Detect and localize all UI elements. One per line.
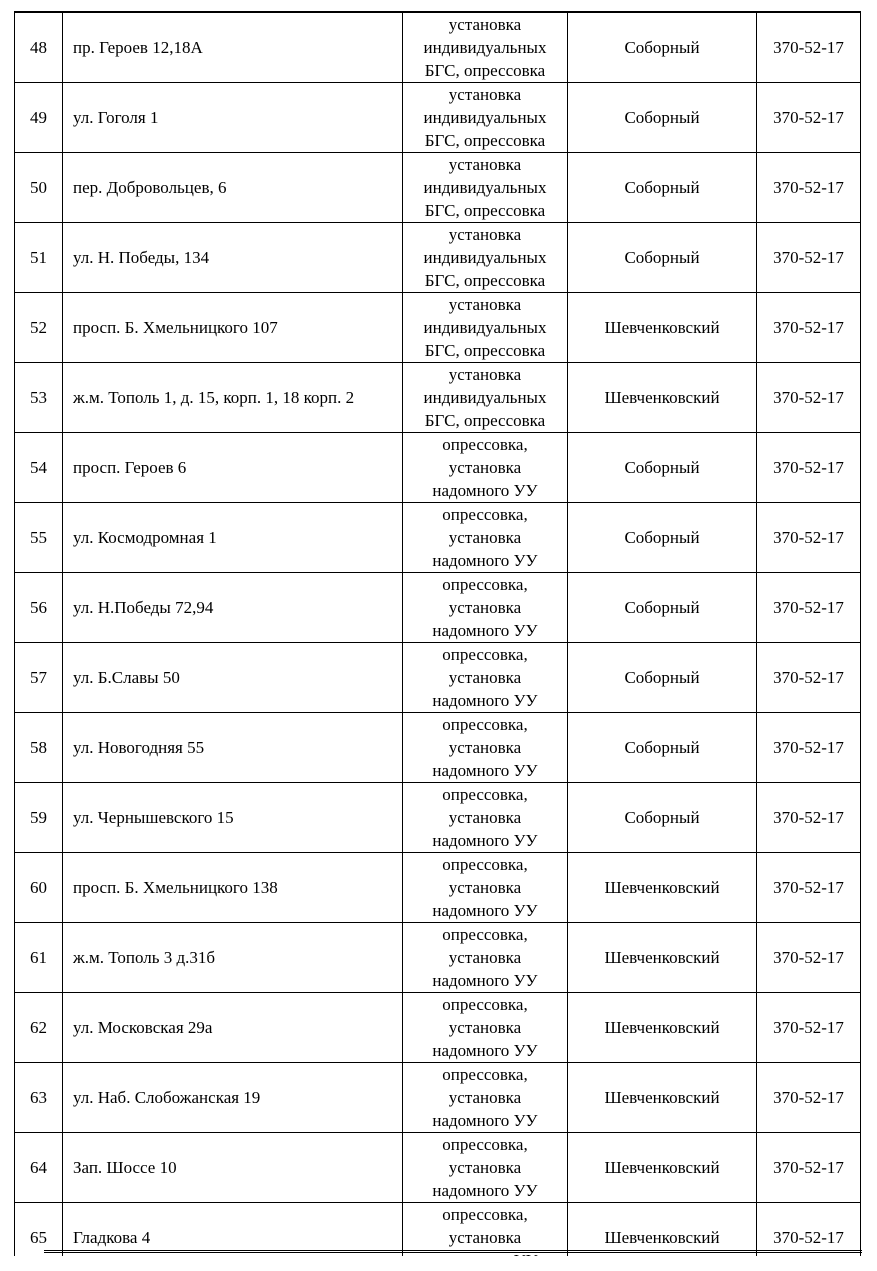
row-number: 63 <box>15 1063 63 1133</box>
address-cell: просп. Б. Хмельницкого 138 <box>63 853 403 923</box>
table-row <box>15 573 861 643</box>
work-type-cell <box>403 1133 568 1203</box>
address-cell: ж.м. Тополь 3 д.31б <box>63 923 403 993</box>
address-cell: пр. Героев 12,18А <box>63 12 403 83</box>
works-table-body <box>15 12 861 1271</box>
work-type-line: опрессовка, <box>442 1205 528 1224</box>
work-type-line: установка <box>448 85 522 104</box>
row-number: 65 <box>15 1203 63 1271</box>
work-type-line: надомного УУ <box>432 1041 538 1060</box>
phone-cell: 370-52-17 <box>757 643 861 713</box>
address-cell: Гладкова 4 <box>63 1203 403 1271</box>
table-row <box>15 1133 861 1203</box>
phone-cell: 370-52-17 <box>757 573 861 643</box>
table-row <box>15 293 861 363</box>
work-type-line: надомного УУ <box>432 1111 538 1130</box>
address-cell: Зап. Шоссе 10 <box>63 1133 403 1203</box>
works-table <box>14 11 861 1271</box>
work-type-line: БГС, опрессовка <box>424 341 546 360</box>
work-type-cell <box>403 573 568 643</box>
table-row <box>15 223 861 293</box>
table-row <box>15 12 861 83</box>
row-number: 64 <box>15 1133 63 1203</box>
row-number: 51 <box>15 223 63 293</box>
work-type-line: установка <box>448 458 522 477</box>
phone-cell: 370-52-17 <box>757 363 861 433</box>
table-row <box>15 993 861 1063</box>
work-type-line: опрессовка, <box>442 925 528 944</box>
work-type-line: установка <box>448 738 522 757</box>
work-type-line: надомного УУ <box>432 831 538 850</box>
district-cell: Шевченковский <box>568 363 757 433</box>
address-cell: просп. Героев 6 <box>63 433 403 503</box>
work-type-line: индивидуальных <box>423 108 547 127</box>
district-cell: Соборный <box>568 573 757 643</box>
district-cell: Соборный <box>568 643 757 713</box>
work-type-line: установка <box>448 808 522 827</box>
district-cell: Соборный <box>568 223 757 293</box>
phone-cell: 370-52-17 <box>757 1063 861 1133</box>
work-type-line: БГС, опрессовка <box>424 411 546 430</box>
table-row <box>15 713 861 783</box>
district-cell: Шевченковский <box>568 1203 757 1271</box>
phone-cell: 370-52-17 <box>757 783 861 853</box>
address-cell: ул. Н.Победы 72,94 <box>63 573 403 643</box>
work-type-cell <box>403 433 568 503</box>
phone-cell: 370-52-17 <box>757 853 861 923</box>
work-type-line: опрессовка, <box>442 1135 528 1154</box>
work-type-line: надомного УУ <box>432 481 538 500</box>
work-type-line: индивидуальных <box>423 38 547 57</box>
district-cell: Соборный <box>568 12 757 83</box>
row-number: 59 <box>15 783 63 853</box>
work-type-line: индивидуальных <box>423 178 547 197</box>
district-cell: Соборный <box>568 503 757 573</box>
table-row <box>15 433 861 503</box>
work-type-line: установка <box>448 365 522 384</box>
work-type-line: установка <box>448 1158 522 1177</box>
phone-cell: 370-52-17 <box>757 293 861 363</box>
work-type-line: установка <box>448 295 522 314</box>
table-row <box>15 503 861 573</box>
work-type-line: установка <box>448 155 522 174</box>
work-type-cell <box>403 993 568 1063</box>
district-cell: Шевченковский <box>568 1133 757 1203</box>
address-cell: ул. Н. Победы, 134 <box>63 223 403 293</box>
row-number: 56 <box>15 573 63 643</box>
district-cell: Соборный <box>568 83 757 153</box>
row-number: 62 <box>15 993 63 1063</box>
district-cell: Шевченковский <box>568 993 757 1063</box>
work-type-cell <box>403 923 568 993</box>
work-type-cell <box>403 363 568 433</box>
row-number: 52 <box>15 293 63 363</box>
district-cell: Шевченковский <box>568 853 757 923</box>
row-number: 53 <box>15 363 63 433</box>
phone-cell: 370-52-17 <box>757 1203 861 1271</box>
table-row <box>15 853 861 923</box>
work-type-line: установка <box>448 948 522 967</box>
district-cell: Соборный <box>568 153 757 223</box>
work-type-line: установка <box>448 1088 522 1107</box>
address-cell: ул. Чернышевского 15 <box>63 783 403 853</box>
work-type-line: установка <box>448 1018 522 1037</box>
phone-cell: 370-52-17 <box>757 83 861 153</box>
district-cell: Соборный <box>568 783 757 853</box>
work-type-cell <box>403 12 568 83</box>
address-cell: ул. Гоголя 1 <box>63 83 403 153</box>
phone-cell: 370-52-17 <box>757 993 861 1063</box>
address-cell: ул. Наб. Слобожанская 19 <box>63 1063 403 1133</box>
work-type-cell <box>403 153 568 223</box>
work-type-cell <box>403 853 568 923</box>
phone-cell: 370-52-17 <box>757 503 861 573</box>
table-row <box>15 1063 861 1133</box>
work-type-cell <box>403 293 568 363</box>
work-type-line: опрессовка, <box>442 435 528 454</box>
phone-cell: 370-52-17 <box>757 433 861 503</box>
row-number: 50 <box>15 153 63 223</box>
work-type-line: установка <box>448 668 522 687</box>
address-cell: ж.м. Тополь 1, д. 15, корп. 1, 18 корп. 2 <box>63 363 403 433</box>
table-row <box>15 923 861 993</box>
row-number: 60 <box>15 853 63 923</box>
work-type-cell <box>403 223 568 293</box>
work-type-line: установка <box>448 1228 522 1247</box>
work-type-cell <box>403 83 568 153</box>
work-type-line: надомного УУ <box>432 761 538 780</box>
address-cell: ул. Б.Славы 50 <box>63 643 403 713</box>
work-type-line: БГС, опрессовка <box>424 131 546 150</box>
work-type-line: опрессовка, <box>442 785 528 804</box>
table-row <box>15 83 861 153</box>
table-row <box>15 153 861 223</box>
work-type-line: опрессовка, <box>442 575 528 594</box>
work-type-line: индивидуальных <box>423 248 547 267</box>
district-cell: Шевченковский <box>568 1063 757 1133</box>
work-type-line: надомного УУ <box>432 551 538 570</box>
work-type-line: установка <box>448 225 522 244</box>
address-cell: просп. Б. Хмельницкого 107 <box>63 293 403 363</box>
work-type-line: надомного УУ <box>432 971 538 990</box>
page-bottom-edge <box>0 1256 877 1271</box>
district-cell: Шевченковский <box>568 923 757 993</box>
work-type-cell <box>403 1063 568 1133</box>
work-type-cell <box>403 643 568 713</box>
work-type-cell <box>403 783 568 853</box>
work-type-line: установка <box>448 15 522 34</box>
row-number: 58 <box>15 713 63 783</box>
row-number: 55 <box>15 503 63 573</box>
district-cell: Шевченковский <box>568 293 757 363</box>
work-type-line: установка <box>448 598 522 617</box>
table-row <box>15 363 861 433</box>
row-number: 48 <box>15 12 63 83</box>
district-cell: Соборный <box>568 713 757 783</box>
table-row <box>15 643 861 713</box>
work-type-line: БГС, опрессовка <box>424 271 546 290</box>
work-type-line: надомного УУ <box>432 621 538 640</box>
phone-cell: 370-52-17 <box>757 153 861 223</box>
work-type-line: опрессовка, <box>442 505 528 524</box>
phone-cell: 370-52-17 <box>757 713 861 783</box>
row-number: 54 <box>15 433 63 503</box>
work-type-line: опрессовка, <box>442 645 528 664</box>
address-cell: ул. Московская 29а <box>63 993 403 1063</box>
district-cell: Соборный <box>568 433 757 503</box>
address-cell: ул. Космодромная 1 <box>63 503 403 573</box>
address-cell: пер. Добровольцев, 6 <box>63 153 403 223</box>
work-type-cell <box>403 503 568 573</box>
work-type-line: опрессовка, <box>442 1065 528 1084</box>
work-type-cell <box>403 713 568 783</box>
work-type-line: надомного УУ <box>432 1181 538 1200</box>
row-number: 57 <box>15 643 63 713</box>
work-type-line: установка <box>448 528 522 547</box>
work-type-line: надомного УУ <box>432 691 538 710</box>
work-type-line: БГС, опрессовка <box>424 201 546 220</box>
phone-cell: 370-52-17 <box>757 1133 861 1203</box>
work-type-line: опрессовка, <box>442 715 528 734</box>
phone-cell: 370-52-17 <box>757 223 861 293</box>
row-number: 61 <box>15 923 63 993</box>
work-type-line: индивидуальных <box>423 388 547 407</box>
phone-cell: 370-52-17 <box>757 12 861 83</box>
address-cell: ул. Новогодняя 55 <box>63 713 403 783</box>
page-bottom-rule <box>44 1250 862 1253</box>
work-type-line: надомного УУ <box>432 901 538 920</box>
work-type-line: БГС, опрессовка <box>424 61 546 80</box>
work-type-line: опрессовка, <box>442 995 528 1014</box>
work-type-line: установка <box>448 878 522 897</box>
phone-cell: 370-52-17 <box>757 923 861 993</box>
row-number: 49 <box>15 83 63 153</box>
work-type-line: индивидуальных <box>423 318 547 337</box>
work-type-line: опрессовка, <box>442 855 528 874</box>
table-row <box>15 783 861 853</box>
